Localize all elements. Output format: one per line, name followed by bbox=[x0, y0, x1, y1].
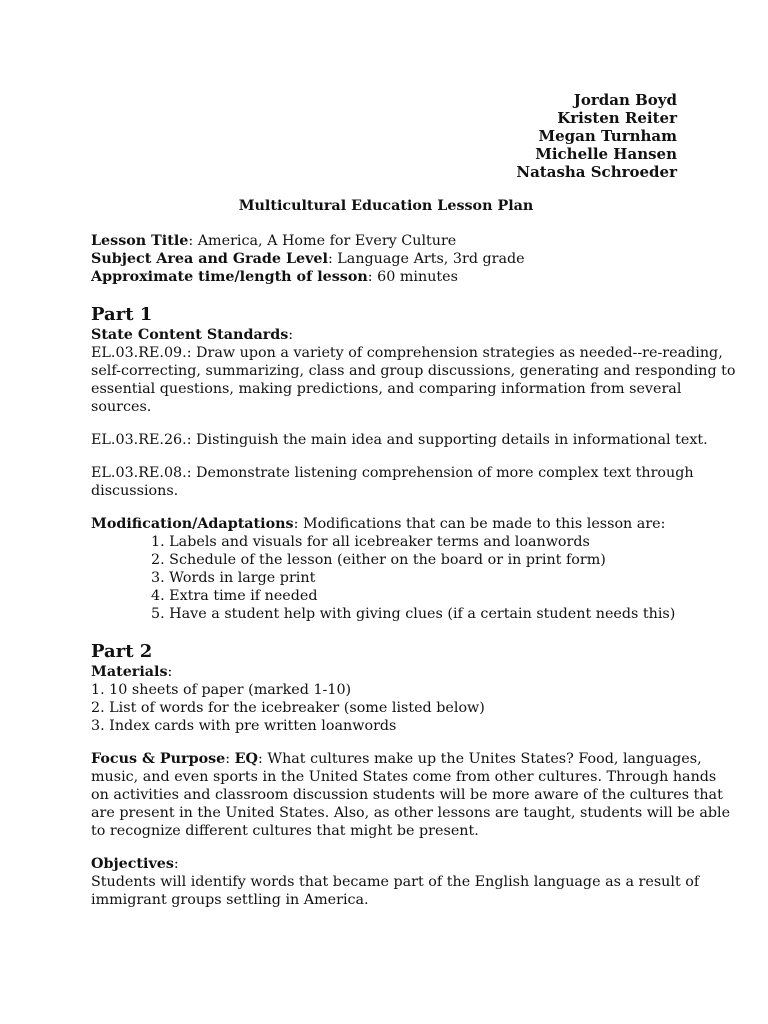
list-item: 4. Extra time if needed bbox=[151, 588, 318, 604]
standard-3-line: discussions. bbox=[91, 483, 179, 499]
author-name: Michelle Hansen bbox=[535, 145, 677, 163]
list-item: 2. List of words for the icebreaker (some listed below) bbox=[91, 700, 485, 716]
lesson-title-value: : America, A Home for Every Culture bbox=[188, 233, 457, 249]
time-field bbox=[91, 268, 681, 286]
standard-1 bbox=[91, 344, 736, 416]
materials-heading bbox=[91, 663, 681, 681]
focus-purpose bbox=[91, 750, 731, 840]
lesson-title-label: Lesson Title bbox=[91, 233, 189, 249]
author-name: Jordan Boyd bbox=[573, 91, 677, 109]
focus-separator: : bbox=[225, 751, 235, 767]
focus-label: Focus & Purpose bbox=[91, 751, 226, 767]
subject-value: : Language Arts, 3rd grade bbox=[327, 251, 525, 267]
subject-field bbox=[91, 250, 681, 268]
objectives-label: Objectives bbox=[91, 856, 174, 872]
materials-list bbox=[91, 681, 681, 735]
lesson-title-field bbox=[91, 232, 681, 250]
standards-heading bbox=[91, 326, 681, 344]
part1-heading: Part 1 bbox=[91, 304, 153, 325]
focus-line: music, and even sports in the United States come from other cultures. Through hands bbox=[91, 769, 717, 785]
focus-first-line bbox=[91, 750, 702, 768]
document-title: Multicultural Education Lesson Plan bbox=[238, 198, 534, 214]
standard-3-line: EL.03.RE.08.: Demonstrate listening comprehension of more complex text through bbox=[91, 465, 694, 481]
document-body bbox=[91, 197, 736, 909]
part2-heading: Part 2 bbox=[91, 641, 153, 662]
author-name: Kristen Reiter bbox=[557, 109, 677, 127]
author-name: Natasha Schroeder bbox=[516, 163, 677, 181]
list-item: 3. Index cards with pre written loanwords bbox=[91, 718, 397, 734]
standards-colon: : bbox=[288, 327, 294, 343]
standard-3 bbox=[91, 464, 694, 500]
eq-label: EQ bbox=[234, 751, 259, 767]
standard-1-line: sources. bbox=[91, 399, 152, 415]
modifications-label: Modification/Adaptations bbox=[91, 516, 294, 532]
time-label: Approximate time/length of lesson bbox=[91, 269, 368, 285]
standard-2: EL.03.RE.26.: Distinguish the main idea and supporting details in informational text. bbox=[91, 432, 708, 448]
focus-line: are present in the United States. Also, as other lessons are taught, students will be able bbox=[91, 805, 731, 821]
list-item: 1. 10 sheets of paper (marked 1-10) bbox=[91, 682, 352, 698]
objectives-colon: : bbox=[173, 856, 179, 872]
list-item: 3. Words in large print bbox=[151, 570, 316, 586]
standards-label: State Content Standards bbox=[91, 327, 289, 343]
modifications-intro: : Modifications that can be made to this lesson are: bbox=[293, 516, 666, 532]
standard-1-line: essential questions, making predictions, and comparing information from several bbox=[91, 381, 682, 397]
modifications-heading bbox=[91, 515, 681, 533]
focus-line: to recognize different cultures that might be present. bbox=[91, 823, 479, 839]
author-name: Megan Turnham bbox=[538, 127, 677, 145]
objectives-line: Students will identify words that became part of the English language as a result of bbox=[91, 874, 700, 890]
objectives-text bbox=[91, 873, 700, 909]
list-item: 5. Have a student help with giving clues (if a certain student needs this) bbox=[151, 606, 676, 622]
standard-1-line: self-correcting, summarizing, class and group discussions, generating and responding to bbox=[91, 363, 736, 379]
objectives-line: immigrant groups settling in America. bbox=[91, 892, 369, 908]
focus-line: on activities and classroom discussion students will be more aware of the cultures that bbox=[91, 787, 723, 803]
standard-1-line: EL.03.RE.09.: Draw upon a variety of comprehension strategies as needed--re-reading, bbox=[91, 345, 723, 361]
materials-label: Materials bbox=[91, 664, 168, 680]
list-item: 1. Labels and visuals for all icebreaker terms and loanwords bbox=[151, 534, 590, 550]
author-list bbox=[516, 91, 677, 181]
subject-label: Subject Area and Grade Level bbox=[91, 251, 328, 267]
focus-question: : What cultures make up the Unites States? Food, languages, bbox=[258, 751, 702, 767]
objectives-heading bbox=[91, 855, 681, 873]
list-item: 2. Schedule of the lesson (either on the board or in print form) bbox=[151, 552, 606, 568]
time-value: : 60 minutes bbox=[367, 269, 458, 285]
modifications-list bbox=[91, 533, 681, 623]
materials-colon: : bbox=[167, 664, 173, 680]
